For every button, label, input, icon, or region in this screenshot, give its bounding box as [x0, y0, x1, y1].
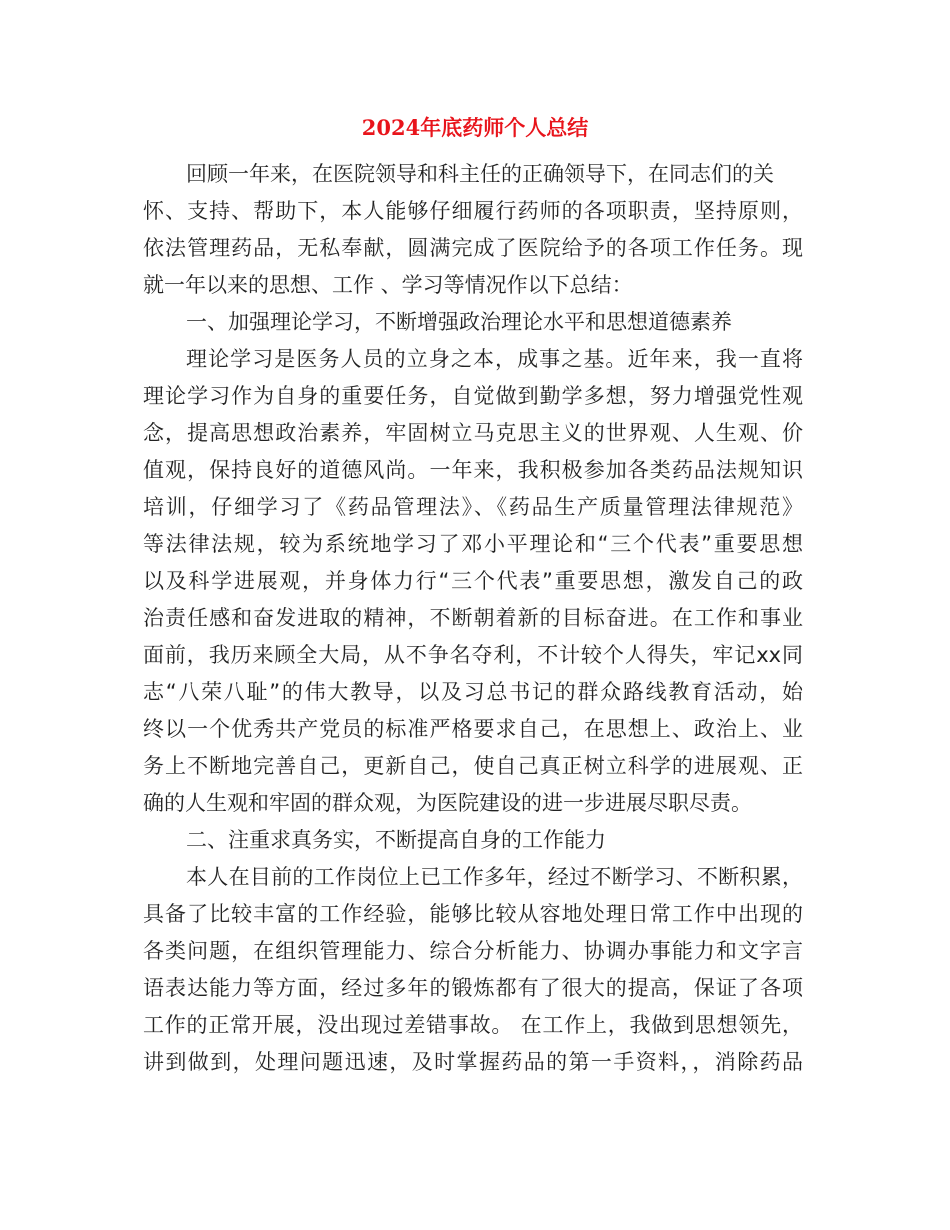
paragraph-line: 念，提高思想政治素养，牢固树立马克思主义的世界观、人生观、价: [143, 421, 803, 445]
paragraph-line: 就一年以来的思想、工作 、学习等情况作以下总结：: [143, 273, 633, 297]
paragraph-line: 志“八荣八耻”的伟大教导，以及习总书记的群众路线教育活动，始: [143, 680, 803, 704]
paragraph-line: 理论学习是医务人员的立身之本，成事之基。近年来，我一直将: [186, 347, 803, 371]
paragraph-line: 终以一个优秀共产党员的标准严格要求自己，在思想上、政治上、业: [143, 717, 803, 741]
page-title: 2024年底药师个人总结: [361, 115, 589, 140]
paragraph-line: 以及科学进展观，并身体力行“三个代表”重要思想，激发自己的政: [143, 569, 803, 593]
paragraph-line: 确的人生观和牢固的群众观，为医院建设的进一步进展尽职尽责。: [143, 791, 752, 815]
paragraph-line: 面前，我历来顾全大局，从不争名夺利，不计较个人得失，牢记xx同: [143, 643, 803, 667]
paragraph-line: 各类问题，在组织管理能力、综合分析能力、协调办事能力和文字言: [143, 939, 803, 963]
paragraph-line: 培训，仔细学习了《药品管理法》、《药品生产质量管理法律规范》: [143, 495, 803, 519]
paragraph-line: 具备了比较丰富的工作经验，能够比较从容地处理日常工作中出现的: [143, 902, 803, 926]
paragraph-line: 理论学习作为自身的重要任务，自觉做到勤学多想，努力增强党性观: [143, 384, 803, 408]
paragraph-line: 本人在目前的工作岗位上已工作多年，经过不断学习、不断积累，: [186, 865, 803, 889]
paragraph-line: 值观，保持良好的道德风尚。一年来，我积极参加各类药品法规知识: [143, 458, 803, 482]
paragraph-line: 讲到做到，处理问题迅速，及时掌握药品的第一手资料，，消除药品: [143, 1050, 803, 1074]
section-heading: 二、注重求真务实，不断提高自身的工作能力: [186, 828, 606, 852]
paragraph-line: 回顾一年来，在医院领导和科主任的正确领导下，在同志们的关: [186, 162, 774, 186]
paragraph-line: 务上不断地完善自己，更新自己，使自己真正树立科学的进展观、正: [143, 754, 803, 778]
paragraph-line: 语表达能力等方面，经过多年的锻炼都有了很大的提高，保证了各项: [143, 976, 803, 1000]
paragraph-line: 等法律法规，较为系统地学习了邓小平理论和“三个代表”重要思想: [143, 532, 803, 556]
section-heading: 一、加强理论学习，不断增强政治理论水平和思想道德素养: [186, 310, 732, 334]
paragraph-line: 治责任感和奋发进取的精神，不断朝着新的目标奋进。在工作和事业: [143, 606, 803, 630]
paragraph-line: 工作的正常开展，没出现过差错事故。 在工作上，我做到思想领先，: [143, 1013, 803, 1037]
paragraph-line: 依法管理药品，无私奉献，圆满完成了医院给予的各项工作任务。现: [143, 236, 803, 260]
paragraph-line: 怀、支持、帮助下，本人能够仔细履行药师的各项职责，坚持原则，: [143, 199, 803, 223]
